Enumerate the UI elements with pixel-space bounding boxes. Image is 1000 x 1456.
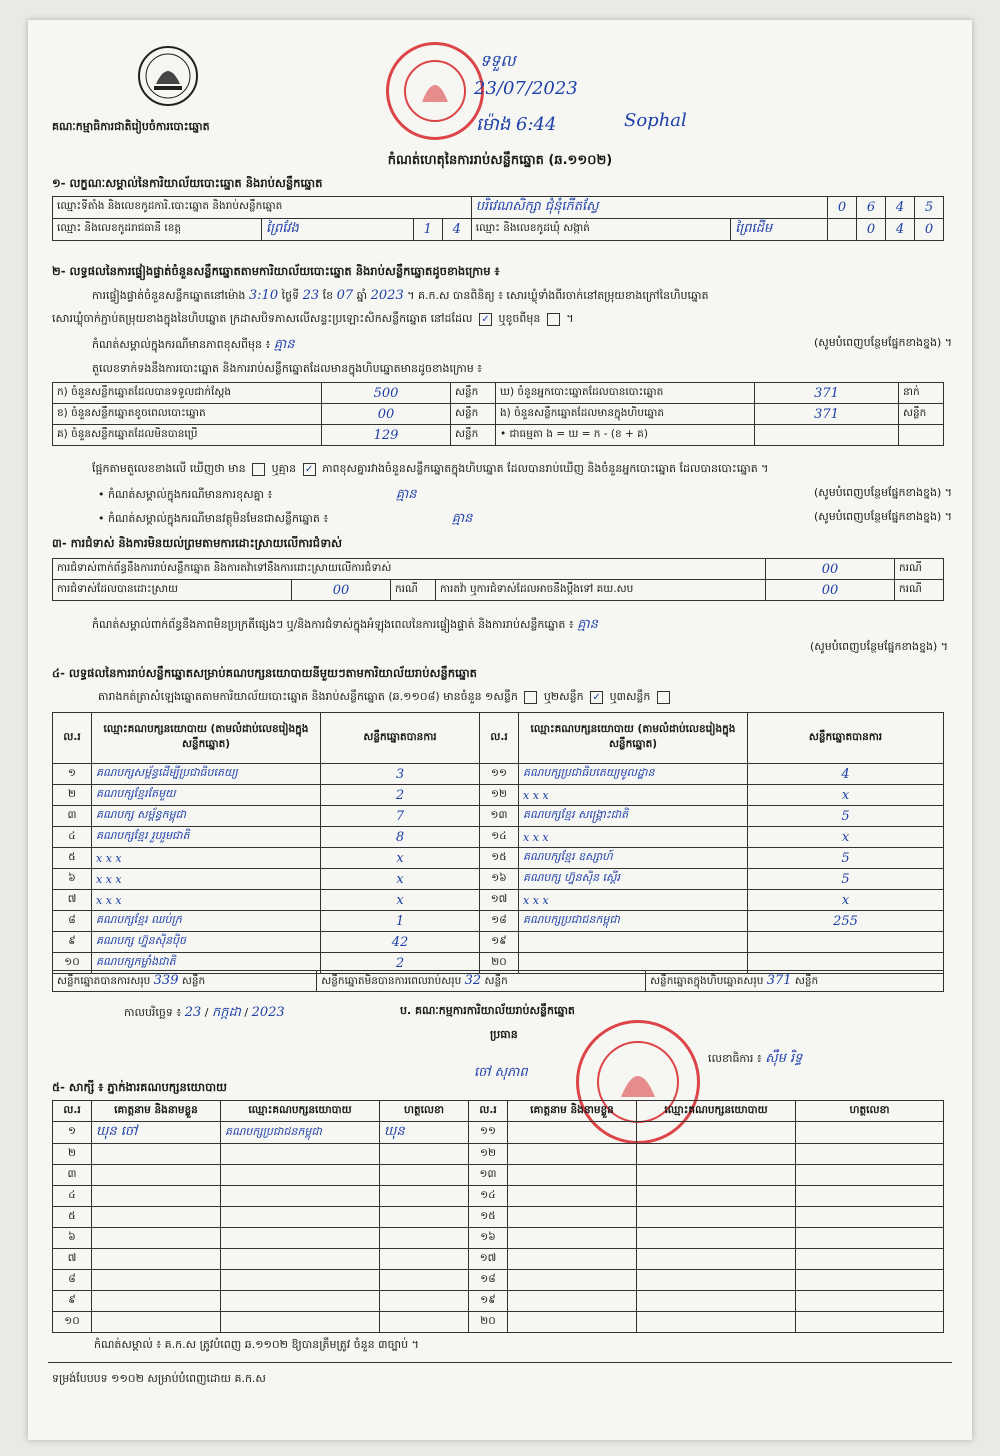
col-votes: សន្លឹកឆ្នោតបានការ (321, 713, 480, 764)
witness-party (637, 1186, 796, 1207)
party-votes: 4 (748, 764, 944, 785)
witness-number: ១ (53, 1122, 92, 1144)
table-row (53, 869, 944, 890)
witness-party (221, 1207, 380, 1228)
code-digit: 0 (857, 219, 886, 241)
party-name: x x x (519, 890, 748, 911)
party-name: គណបក្ស ហ្វ៊ុនស៊ិនប៉ិច (92, 932, 321, 953)
table-row (53, 1207, 944, 1228)
party-number: ៨ (53, 911, 92, 932)
form-title: កំណត់ហេតុនៃការរាប់សន្លឹកឆ្នោត (ឆ.១១០២) (387, 153, 613, 168)
witness-signature (380, 1270, 469, 1291)
party-votes: 255 (748, 911, 944, 932)
chair-name: ចៅ សុភាព (474, 1065, 528, 1080)
objections-table (52, 558, 944, 601)
form-identifier: ទម្រង់បែបបទ ១១០២ សម្រាប់បំពេញដោយ គ.ក.ស (52, 1372, 266, 1385)
damaged-checkbox[interactable] (547, 313, 560, 326)
party-number: ២០ (480, 953, 519, 974)
table-row (53, 827, 944, 848)
party-number: ១០ (53, 953, 92, 974)
party-votes: x (748, 785, 944, 806)
figure-unit (899, 425, 944, 446)
code-digit: 5 (915, 197, 944, 219)
organization-name: គណៈកម្មាធិការជាតិរៀបចំការបោះឆ្នោត (52, 120, 210, 133)
witness-name (508, 1249, 637, 1270)
verification-paragraph-1: ការផ្ទៀងផ្ទាត់ចំនួនសន្លឹកឆ្នោតនៅម៉ោង 3:10 ថ្ងៃទី 23 ខែ 07 ឆ្នាំ 2023 ។ គ.ក.ស បានពិនិត្យ ៖ សោរឃ្លុំទាំងពីរចាក់នៅតម្រុយខាងក្រៅនៃហិបឆ្នោត (92, 288, 709, 303)
witness-number: ១៥ (469, 1207, 508, 1228)
section-2-heading: ២- លទ្ធផលនៃការផ្ទៀងផ្ទាត់ចំនួនសន្លឹកឆ្នោតតាមការិយាល័យបោះឆ្នោត និងរាប់សន្លឹកឆ្នោតដូចខាងក្រោម ៖ (52, 264, 500, 278)
party-name: x x x (519, 785, 748, 806)
unit-label: ករណី (895, 559, 944, 580)
party-number: ១៧ (480, 890, 519, 911)
received-note-line-3: ម៉ោង 6:44 (476, 114, 557, 135)
table-row (53, 1122, 944, 1144)
table-row (53, 1312, 944, 1333)
box-total: សន្លឹកឆ្នោតក្នុងហិបឆ្នោតសរុប 371 សន្លឹក (646, 971, 944, 992)
witness-name (508, 1270, 637, 1291)
party-name: គណបក្សសម្ព័ន្ធដើម្បីប្រជាធិបតេយ្យ (92, 764, 321, 785)
difference-note: កំណត់សម្គាល់ក្នុងករណីមានភាពខុសពីមុន ៖ គ្មាន (សូមបំពេញបន្ថែមផ្នែកខាងខ្នង) ។ (92, 336, 952, 352)
witness-party (221, 1186, 380, 1207)
table-row (53, 1291, 944, 1312)
witness-number: ១៩ (469, 1291, 508, 1312)
table-row (53, 1144, 944, 1165)
footer-divider (48, 1362, 952, 1363)
party-votes: 5 (748, 848, 944, 869)
valid-total: សន្លឹកឆ្នោតបានការសរុប 339 សន្លឹក (53, 971, 317, 992)
figure-unit: សន្លឹក (451, 383, 496, 404)
witness-signature (796, 1186, 944, 1207)
witness-party (637, 1144, 796, 1165)
unit-label: ករណី (895, 580, 944, 601)
witness-party (221, 1270, 380, 1291)
one-sheet-checkbox[interactable] (524, 691, 537, 704)
witness-name (508, 1207, 637, 1228)
witness-number: ១៧ (469, 1249, 508, 1270)
code-digit: 4 (442, 219, 471, 241)
witness-number: ៨ (53, 1270, 92, 1291)
report-date: កាលបរិច្ឆេទ ៖ 23 / កក្កដា / 2023 (124, 1005, 285, 1020)
official-stamp-top (386, 42, 484, 140)
witness-name (92, 1186, 221, 1207)
col-party: ឈ្មោះគណបក្សនយោបាយ (តាមលំដាប់លេខរៀងក្នុងសន្លឹកឆ្នោត) (92, 713, 321, 764)
figure-value: 00 (322, 404, 451, 425)
table-row (53, 1249, 944, 1270)
party-name: x x x (519, 827, 748, 848)
witness-name (92, 1207, 221, 1228)
witness-name (92, 1144, 221, 1165)
witness-name (508, 1122, 637, 1144)
tally-sheet-count: តារាងកត់ត្រាសំឡេងឆ្នោតតាមការិយាល័យបោះឆ្នោត និងរាប់សន្លឹកឆ្នោត (ឆ.១១០៨) មានចំនួន ១សន្លឹក ឬ២សន្លឹក ✓ ឬ៣សន្លឹក (98, 690, 958, 706)
party-number: ១២ (480, 785, 519, 806)
witness-name (508, 1186, 637, 1207)
resolved-label: ការជំទាស់ដែលបានដោះស្រាយ (53, 580, 292, 601)
witness-number: ២០ (469, 1312, 508, 1333)
discrepancy-line: ផ្អែកតាមតួលេខខាងលើ ឃើញថា មាន ឬគ្មាន ✓ ភាពខុសគ្នារវាងចំនួនសន្លឹកឆ្នោតក្នុងហិបឆ្នោត ដែលបានរាប់ឃើញ និងចំនួនអ្នកបោះឆ្នោត ដែលបានបោះឆ្នោត ។ (92, 462, 769, 475)
witness-name (508, 1312, 637, 1333)
witness-number: ៩ (53, 1291, 92, 1312)
witness-party (221, 1165, 380, 1186)
witness-name (508, 1228, 637, 1249)
party-votes: 8 (321, 827, 480, 848)
witness-party (637, 1249, 796, 1270)
figure-value: 371 (755, 404, 899, 425)
figure-unit: សន្លឹក (451, 425, 496, 446)
party-votes: 2 (321, 953, 480, 974)
party-votes: 1 (321, 911, 480, 932)
witness-name (92, 1249, 221, 1270)
committee-label: ប. គណៈកម្មការការិយាល័យរាប់សន្លឹកឆ្នោត (400, 1004, 575, 1017)
witness-number: ១០ (53, 1312, 92, 1333)
party-name: គណបក្សខ្មែរ សង្គ្រោះជាតិ (519, 806, 748, 827)
party-number: ៧ (53, 890, 92, 911)
witness-signature (380, 1228, 469, 1249)
nec-emblem-icon (136, 44, 200, 108)
received-note-line-2: 23/07/2023 (474, 78, 578, 99)
witness-number: ១១ (469, 1122, 508, 1144)
figure-unit: នាក់ (899, 383, 944, 404)
party-votes: 42 (321, 932, 480, 953)
table-row (53, 559, 944, 580)
witness-table (52, 1100, 944, 1333)
witness-number: ១៨ (469, 1270, 508, 1291)
party-number: ១៦ (480, 869, 519, 890)
section-4-heading: ៤- លទ្ធផលនៃការរាប់សន្លឹកឆ្នោតសម្រាប់គណបក្សនយោបាយនីមួយៗតាមការិយាល័យរាប់សន្លឹកឆ្នោត (52, 666, 477, 680)
unit-label: ករណី (391, 580, 436, 601)
irregularity-note-suffix: (សូមបំពេញបន្ថែមផ្នែកខាងខ្នង) ។ (809, 640, 948, 653)
witness-signature (380, 1144, 469, 1165)
col-number: ល.រ (53, 713, 92, 764)
party-name: គណបក្សកម្លាំងជាតិ (92, 953, 321, 974)
witness-signature: ឃុន (380, 1122, 469, 1144)
witness-signature (796, 1228, 944, 1249)
party-number: ៦ (53, 869, 92, 890)
figure-value (755, 425, 899, 446)
witness-signature (796, 1207, 944, 1228)
figure-label: ង) ចំនួនសន្លឹកឆ្នោតដែលមានក្នុងហិបឆ្នោត (496, 404, 755, 425)
witness-party (637, 1291, 796, 1312)
party-number: ៤ (53, 827, 92, 848)
witness-name (92, 1228, 221, 1249)
figure-label: គ) ចំនួនសន្លឹកឆ្នោតដែលមិនបានប្រើ (53, 425, 322, 446)
vote-totals (52, 970, 944, 992)
witness-name (92, 1270, 221, 1291)
witness-signature (380, 1186, 469, 1207)
witness-party (637, 1270, 796, 1291)
table-row (53, 890, 944, 911)
table-row (53, 806, 944, 827)
table-row (53, 971, 944, 992)
party-number: ៥ (53, 848, 92, 869)
figure-label: ខ) ចំនួនសន្លឹកឆ្នោតខូចពេលបោះឆ្នោត (53, 404, 322, 425)
received-note-line-1: ទទួល (480, 51, 516, 70)
party-votes: x (321, 869, 480, 890)
party-votes: x (321, 890, 480, 911)
party-votes: 3 (321, 764, 480, 785)
figure-label: ឃ) ចំនួនអ្នកបោះឆ្នោតដែលបានបោះឆ្នោត (496, 383, 755, 404)
party-name: គណបក្សខ្មែរ ឈប់ក្រ (92, 911, 321, 932)
footnote: កំណត់សម្គាល់ ៖ គ.ក.ស ត្រូវបំពេញ ឆ.១១០២ ឱ្យបានត្រឹមត្រូវ ចំនួន ៣ច្បាប់ ។ (94, 1338, 419, 1351)
witness-party (637, 1228, 796, 1249)
party-number: ១១ (480, 764, 519, 785)
party-number: ២ (53, 785, 92, 806)
party-votes: 2 (321, 785, 480, 806)
witness-signature (380, 1207, 469, 1228)
table-row (53, 932, 944, 953)
table-row (53, 404, 944, 425)
objections-value: 00 (766, 559, 895, 580)
col-number: ល.រ (53, 1101, 92, 1122)
figure-label: ក) ចំនួនសន្លឹកឆ្នោតដែលបានទទួលជាក់ស្តែង (53, 383, 322, 404)
witness-party (637, 1122, 796, 1144)
witness-party (221, 1291, 380, 1312)
appeal-label: ការតវ៉ា ឬការជំទាស់ដែលអាចនឹងប្តឹងទៅ គឃ.សប (436, 580, 766, 601)
table-row (53, 785, 944, 806)
party-votes: 7 (321, 806, 480, 827)
code-digit: 6 (857, 197, 886, 219)
three-sheets-checkbox[interactable] (657, 691, 670, 704)
party-number: ១ (53, 764, 92, 785)
party-number: ១៣ (480, 806, 519, 827)
witness-party (637, 1207, 796, 1228)
col-signature: ហត្ថលេខា (380, 1101, 469, 1122)
party-name: គណបក្ស ហ្វ៊ុនស៊ិន ស្ដើរ (519, 869, 748, 890)
col-signature: ហត្ថលេខា (796, 1101, 944, 1122)
location-value: បរិវេណសិក្សា ជុំនុំកើតស្វែ (471, 197, 827, 219)
col-party: ឈ្មោះគណបក្សនយោបាយ (637, 1101, 796, 1122)
witness-signature (796, 1165, 944, 1186)
code-digit: 1 (413, 219, 442, 241)
figure-unit: សន្លឹក (451, 404, 496, 425)
code-digit: 0 (915, 219, 944, 241)
witness-number: ១៣ (469, 1165, 508, 1186)
table-header-row (53, 713, 944, 764)
figure-value: 500 (322, 383, 451, 404)
party-name: គណបក្សប្រជាធិបតេយ្យមូលដ្ឋាន (519, 764, 748, 785)
witness-signature (796, 1312, 944, 1333)
col-party: ឈ្មោះគណបក្សនយោបាយ (តាមលំដាប់លេខរៀងក្នុងសន្លឹកឆ្នោត) (519, 713, 748, 764)
location-label: ឈ្មោះទីតាំង និងលេខកូដការិ.បោះឆ្នោត និងរាប់សន្លឹកឆ្នោត (53, 197, 472, 219)
party-votes: 5 (748, 869, 944, 890)
section-1-heading: ១- លក្ខណៈសម្គាល់នៃការិយាល័យបោះឆ្នោត និងរាប់សន្លឹកឆ្នោត (52, 176, 323, 190)
table-row (53, 1270, 944, 1291)
party-name: x x x (92, 848, 321, 869)
code-digit: 4 (886, 197, 915, 219)
witness-signature (796, 1291, 944, 1312)
party-votes: 5 (748, 806, 944, 827)
witness-signature (380, 1165, 469, 1186)
witness-name (508, 1165, 637, 1186)
witness-name (92, 1312, 221, 1333)
witness-party: គណបក្សប្រជាជនកម្ពុជា (221, 1122, 380, 1144)
witness-name: ឃុន ចៅ (92, 1122, 221, 1144)
party-name: គណបក្សប្រជាជនកម្ពុជា (519, 911, 748, 932)
table-row (53, 1186, 944, 1207)
received-signature: Sophal (624, 110, 687, 131)
party-number: ១៨ (480, 911, 519, 932)
party-votes: x (748, 890, 944, 911)
figure-label: • ជាធម្មតា ង = ឃ = ក - (ខ + គ) (496, 425, 755, 446)
table-row (53, 1165, 944, 1186)
party-votes: x (748, 827, 944, 848)
two-sheets-checkbox[interactable]: ✓ (590, 691, 603, 704)
table-row (53, 197, 944, 219)
party-number: ១៤ (480, 827, 519, 848)
figure-value: 129 (322, 425, 451, 446)
verification-paragraph-2: សោរឃ្លុំចាក់ភ្ជាប់តម្រុយខាងក្នុងនៃហិបឆ្នោត ក្រដាសបិទភាសលើសន្ទះប្រឡោះសិកសន្លឹកឆ្នោត នៅដដែល ✓ ឬខូចពីមុន ។ (52, 312, 574, 325)
witness-number: ២ (53, 1144, 92, 1165)
witness-party (221, 1228, 380, 1249)
ballot-count-report-sheet (28, 20, 972, 1440)
party-number: ៣ (53, 806, 92, 827)
table-row (53, 580, 944, 601)
figures-table (52, 382, 944, 446)
party-name: គណបក្សខ្មែរ ឧស្សាហ៍ (519, 848, 748, 869)
col-number: ល.រ (469, 1101, 508, 1122)
witness-signature (796, 1122, 944, 1144)
province-label: ឈ្មោះ និងលេខកូដរាជធានី ខេត្ត (53, 219, 262, 241)
intact-checkbox[interactable]: ✓ (479, 313, 492, 326)
table-row (53, 425, 944, 446)
section-5-heading: ៥- សាក្សី ៖ ភ្នាក់ងារគណបក្សនយោបាយ (52, 1080, 227, 1094)
no-difference-checkbox[interactable]: ✓ (303, 463, 316, 476)
witness-name (508, 1291, 637, 1312)
party-votes: x (321, 848, 480, 869)
party-votes (748, 932, 944, 953)
non-ballot-remark: • កំណត់សម្គាល់ក្នុងករណីមានវត្ថុមិនមែនជាសន្លឹកឆ្នោត ៖ គ្មាន (សូមបំពេញបន្ថែមផ្នែកខាងខ្នង) ។ (98, 510, 952, 526)
witness-number: ១២ (469, 1144, 508, 1165)
witness-signature (380, 1291, 469, 1312)
table-row (53, 383, 944, 404)
witness-number: ៦ (53, 1228, 92, 1249)
witness-number: ៥ (53, 1207, 92, 1228)
witness-party (637, 1312, 796, 1333)
col-number: ល.រ (480, 713, 519, 764)
col-name: គោត្តនាម និងនាមខ្លួន (92, 1101, 221, 1122)
witness-name (508, 1144, 637, 1165)
table-row (53, 764, 944, 785)
witness-signature (380, 1312, 469, 1333)
party-results-table (52, 712, 944, 974)
code-digit: 0 (828, 197, 857, 219)
chair-label: ប្រធាន (490, 1028, 518, 1041)
witness-number: ៧ (53, 1249, 92, 1270)
party-number: ១៥ (480, 848, 519, 869)
commune-label: ឈ្មោះ និងលេខកូដឃុំ សង្កាត់ (471, 219, 730, 241)
objections-label: ការជំទាស់ពាក់ព័ន្ធនឹងការរាប់សន្លឹកឆ្នោត និងការតវ៉ាទៅនឹងការដោះស្រាយលើការជំទាស់ (53, 559, 766, 580)
witness-number: ៤ (53, 1186, 92, 1207)
section-3-heading: ៣- ការជំទាស់ និងការមិនយល់ព្រមតាមការដោះស្រាយលើការជំទាស់ (52, 536, 343, 550)
figures-intro: តួលេខទាក់ទងនឹងការបោះឆ្នោត និងការរាប់សន្លឹកឆ្នោតដែលមានក្នុងហិបឆ្នោតមានដូចខាងក្រោម ៖ (92, 362, 483, 375)
party-name: គណបក្សខ្មែរ រួបរួមជាតិ (92, 827, 321, 848)
party-number: ៩ (53, 932, 92, 953)
witness-number: ១៦ (469, 1228, 508, 1249)
code-digit: 4 (886, 219, 915, 241)
witness-party (221, 1249, 380, 1270)
witness-party (221, 1144, 380, 1165)
witness-number: ១៤ (469, 1186, 508, 1207)
table-row (53, 1228, 944, 1249)
table-row (53, 911, 944, 932)
witness-signature (796, 1144, 944, 1165)
table-row (53, 219, 944, 241)
party-name: x x x (92, 890, 321, 911)
figure-value: 371 (755, 383, 899, 404)
col-votes: សន្លឹកឆ្នោតបានការ (748, 713, 944, 764)
party-name: គណបក្សខ្មែរតែមួយ (92, 785, 321, 806)
col-party: ឈ្មោះគណបក្សនយោបាយ (221, 1101, 380, 1122)
figure-unit: សន្លឹក (899, 404, 944, 425)
table-header-row (53, 1101, 944, 1122)
table-row (53, 848, 944, 869)
resolved-value: 00 (292, 580, 391, 601)
party-name (519, 932, 748, 953)
witness-party (221, 1312, 380, 1333)
party-name: x x x (92, 869, 321, 890)
has-difference-checkbox[interactable] (252, 463, 265, 476)
irregularity-note: កំណត់សម្គាល់ពាក់ព័ន្ធនឹងភាពមិនប្រក្រតីផ្សេងៗ ឬ/និងការជំទាស់ក្នុងអំឡុងពេលនៃការផ្ទៀងផ្ទាត់ និងការរាប់សន្លឹកឆ្នោត ៖ គ្មាន (92, 617, 598, 632)
party-number: ១៩ (480, 932, 519, 953)
secretary-label: លេខាធិការ ៖ ស៊ឹម រិទ្ធ (708, 1051, 803, 1066)
location-table (52, 196, 944, 241)
difference-remark: • កំណត់សម្គាល់ក្នុងករណីមានការខុសគ្នា ៖ គ្មាន (សូមបំពេញបន្ថែមផ្នែកខាងខ្នង) ។ (98, 486, 952, 502)
col-name: គោត្តនាម និងនាមខ្លួន (508, 1101, 637, 1122)
witness-name (92, 1291, 221, 1312)
witness-signature (380, 1249, 469, 1270)
invalid-total: សន្លឹកឆ្នោតមិនបានការពេលរាប់សរុប 32 សន្លឹក (317, 971, 646, 992)
witness-name (92, 1165, 221, 1186)
witness-number: ៣ (53, 1165, 92, 1186)
witness-signature (796, 1249, 944, 1270)
commune-value: ព្រៃដើម (731, 219, 828, 241)
witness-party (637, 1165, 796, 1186)
party-name: គណបក្ស សម្ព័ន្ធកម្ពុជា (92, 806, 321, 827)
province-value: ព្រៃវែង (262, 219, 414, 241)
witness-signature (796, 1270, 944, 1291)
appeal-value: 00 (766, 580, 895, 601)
